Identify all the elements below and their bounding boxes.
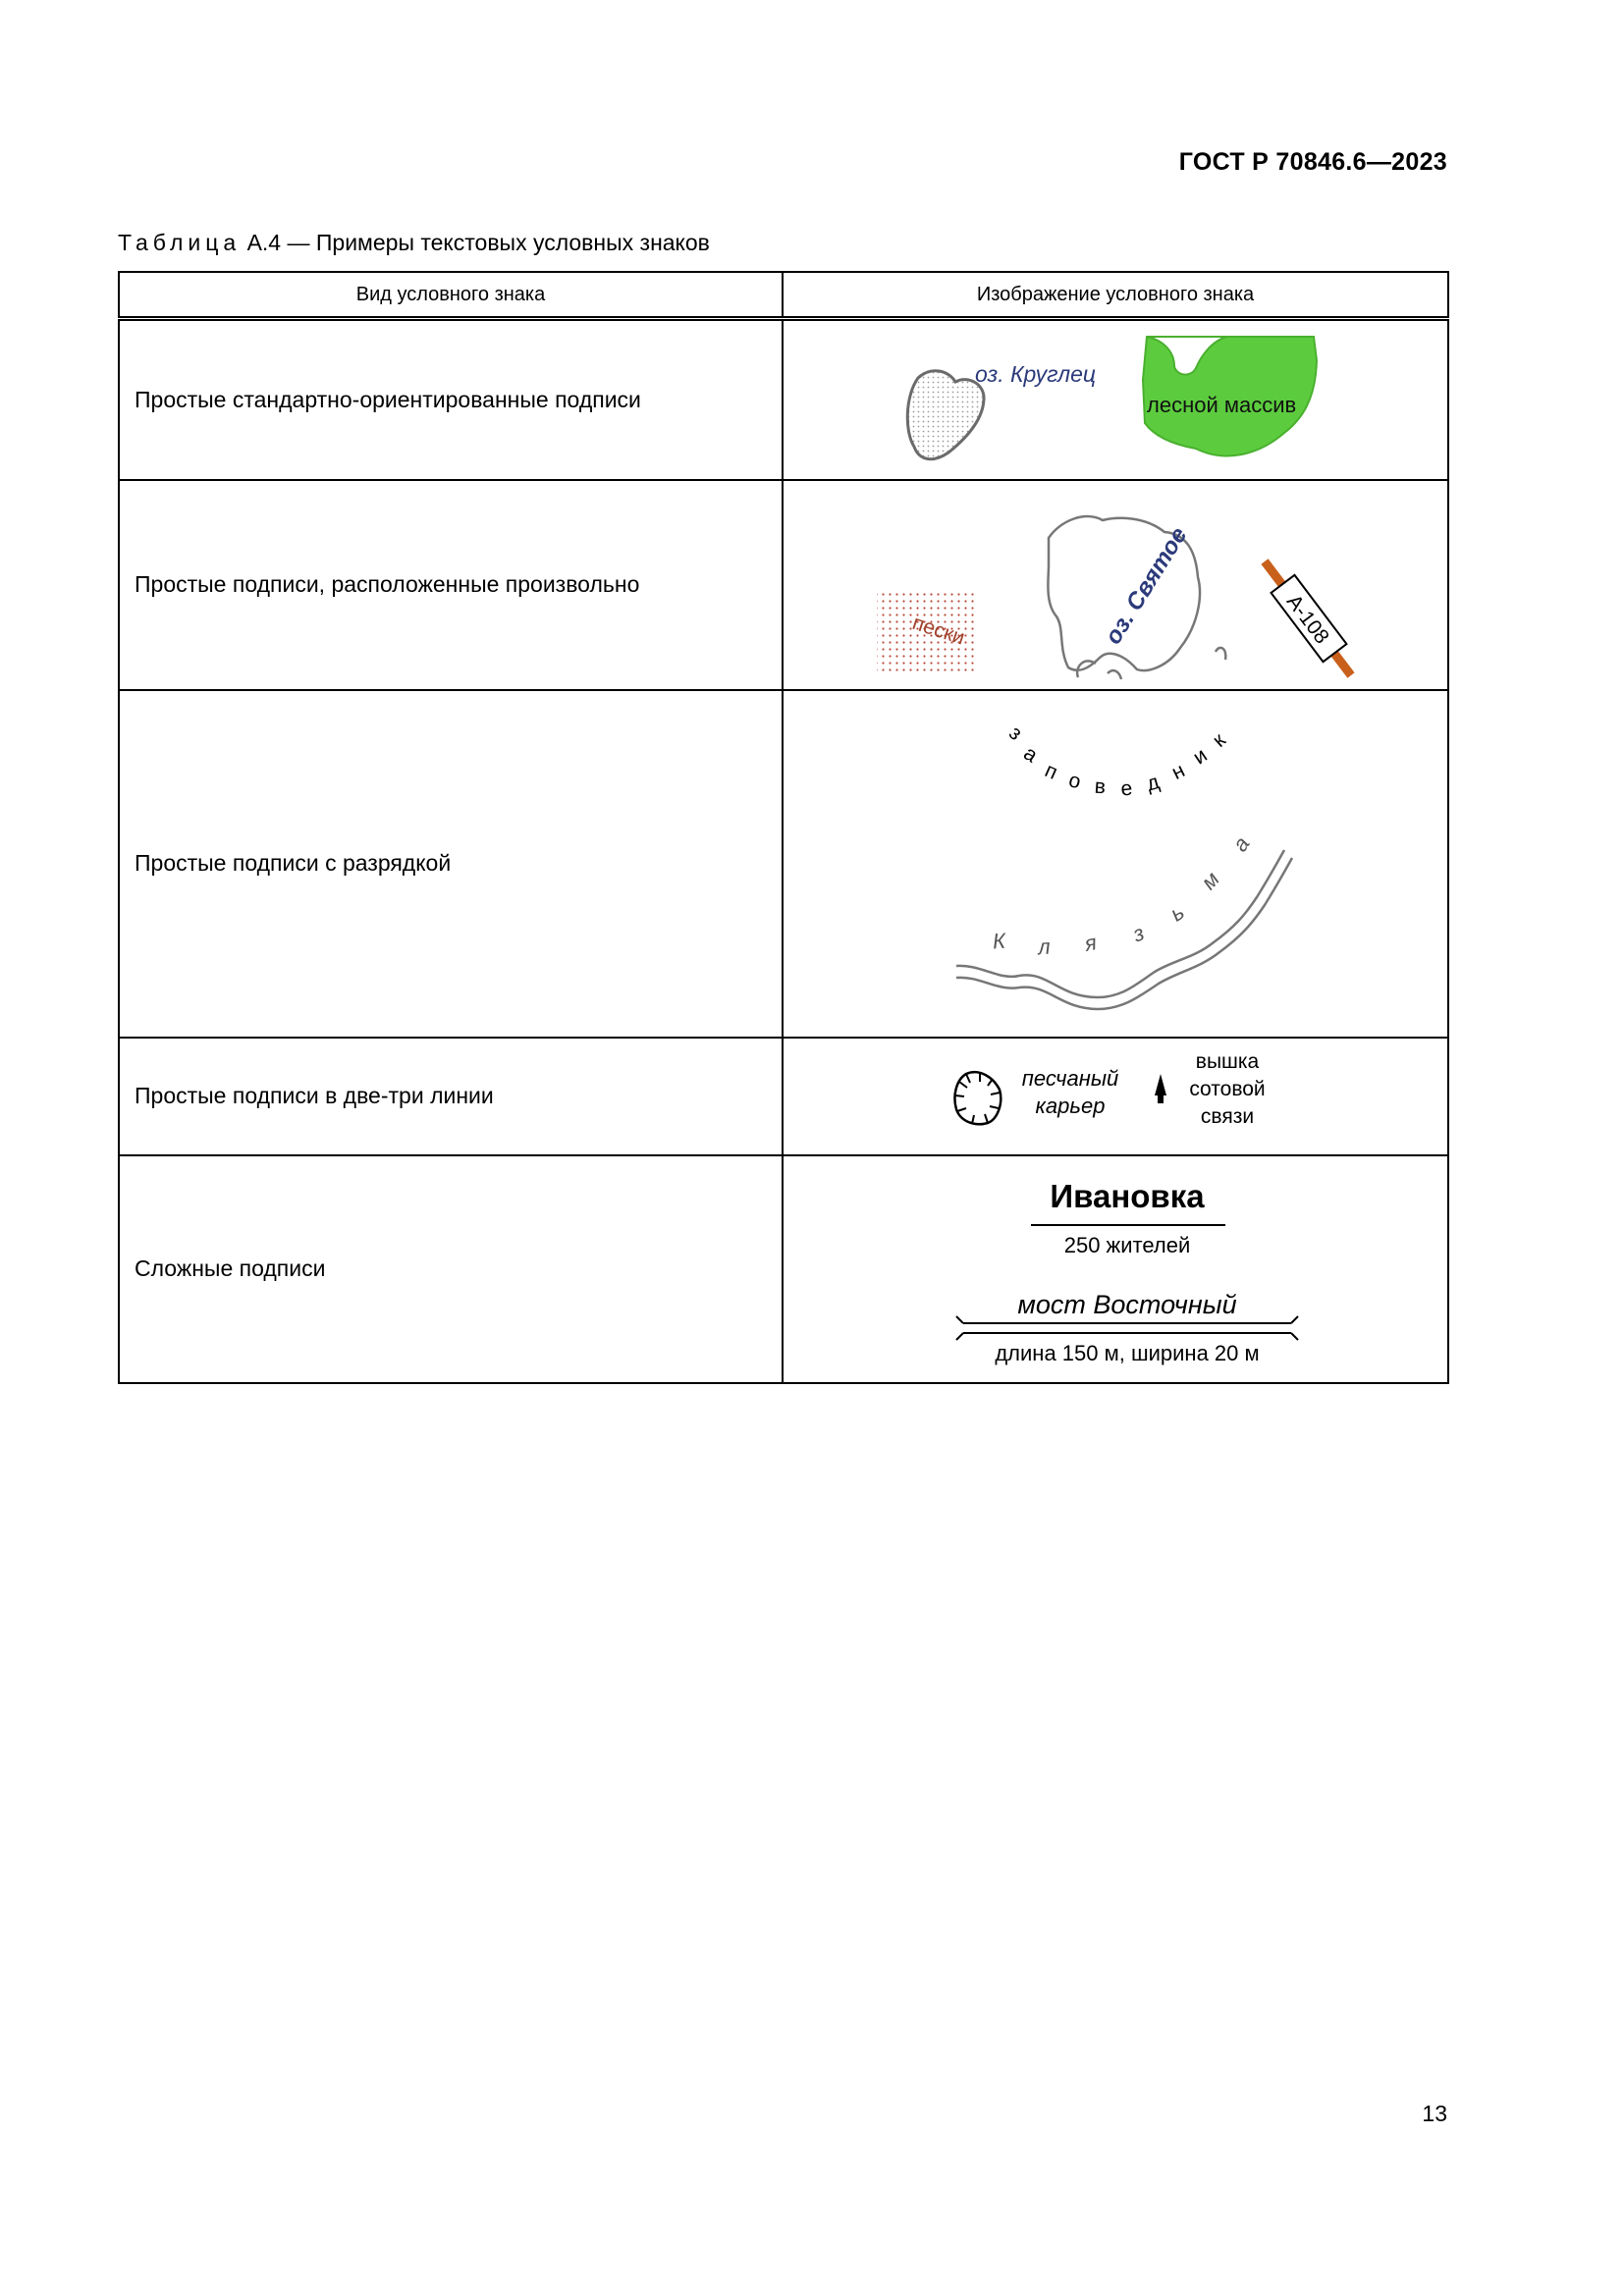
tower-label-line: вышка [1195, 1049, 1260, 1073]
table-row [119, 480, 1448, 690]
reserve-letter: д [1144, 770, 1163, 795]
river-letter: м [1196, 866, 1224, 894]
river-letter: я [1082, 929, 1099, 956]
multiline-labels-illustration [784, 1039, 1447, 1154]
signs-table [118, 271, 1449, 1384]
tower-label-line: связи [1200, 1104, 1255, 1128]
reserve-letter: к [1208, 728, 1230, 752]
quarry-label-line: песчаный [1021, 1065, 1119, 1091]
table-row [119, 690, 1448, 1038]
reserve-spaced-label [1004, 721, 1230, 800]
river-letter: з [1129, 919, 1148, 946]
table-row [119, 1155, 1448, 1383]
river-letter: ь [1165, 898, 1189, 926]
sand-label: пески [909, 611, 968, 650]
bridge-size: длина 150 м, ширина 20 м [995, 1340, 1260, 1365]
river-bank-icon [956, 850, 1284, 997]
table-caption [118, 230, 710, 256]
row-kind-label: Сложные подписи [119, 1155, 783, 1383]
column-header-image: Изображение условного знака [783, 272, 1448, 319]
tower-label-line: сотовой [1189, 1077, 1266, 1100]
lake-label: оз. Круглец [975, 361, 1097, 387]
spaced-labels-illustration [784, 691, 1447, 1037]
river-letter: л [1037, 934, 1052, 959]
complex-labels-illustration [784, 1156, 1447, 1382]
row-sign-image [783, 690, 1448, 1038]
document-code: ГОСТ Р 70846.6—2023 [1178, 148, 1447, 176]
reserve-letter: е [1119, 775, 1134, 801]
arbitrary-labels-illustration [784, 481, 1447, 689]
river-bank-icon [956, 858, 1292, 1009]
river-letter: К [992, 928, 1006, 953]
row-kind-label: Простые подписи с разрядкой [119, 690, 783, 1038]
reserve-letter: з [1004, 721, 1027, 745]
column-header-kind: Вид условного знака [119, 272, 783, 319]
reserve-letter: а [1019, 741, 1042, 767]
road-number-plate [1272, 574, 1347, 661]
row-kind-label: Простые стандартно-ориентированные подписи [119, 319, 783, 480]
reserve-letter: и [1189, 743, 1212, 769]
row-kind-label: Простые подписи, расположенные произвольно [119, 480, 783, 690]
row-sign-image [783, 1038, 1448, 1155]
table-row [119, 319, 1448, 480]
table-header-row [119, 272, 1448, 319]
bridge-name: мост Восточный [1017, 1289, 1237, 1319]
lake-shape-icon [907, 371, 984, 459]
row-sign-image [783, 480, 1448, 690]
row-sign-image [783, 1155, 1448, 1383]
reserve-letter: в [1094, 774, 1107, 798]
quarry-label-line: карьер [1035, 1093, 1106, 1118]
bridge-symbol-icon [956, 1316, 1298, 1340]
page-number: 13 [1422, 2101, 1447, 2126]
forest-label: лесной массив [1147, 393, 1297, 417]
reserve-letter: н [1167, 758, 1189, 784]
cell-tower-icon [1155, 1074, 1166, 1103]
caption-text: А.4 — Примеры текстовых условных знаков [246, 230, 710, 255]
reserve-letter: п [1041, 758, 1061, 784]
row-sign-image [783, 319, 1448, 480]
river-letter: а [1226, 831, 1255, 856]
reserve-letter: о [1066, 768, 1084, 793]
lake-label: оз. Святое [1100, 521, 1193, 649]
road-number-label: А-108 [1281, 590, 1333, 648]
table-row [119, 1038, 1448, 1155]
standard-labels-illustration [784, 321, 1447, 480]
quarry-icon [954, 1072, 1001, 1124]
lake-shore-fragment-icon [1077, 647, 1225, 678]
town-name: Ивановка [1050, 1177, 1205, 1214]
row-kind-label: Простые подписи в две-три линии [119, 1038, 783, 1155]
town-population: 250 жителей [1063, 1232, 1191, 1257]
caption-word: Таблица [118, 230, 242, 255]
